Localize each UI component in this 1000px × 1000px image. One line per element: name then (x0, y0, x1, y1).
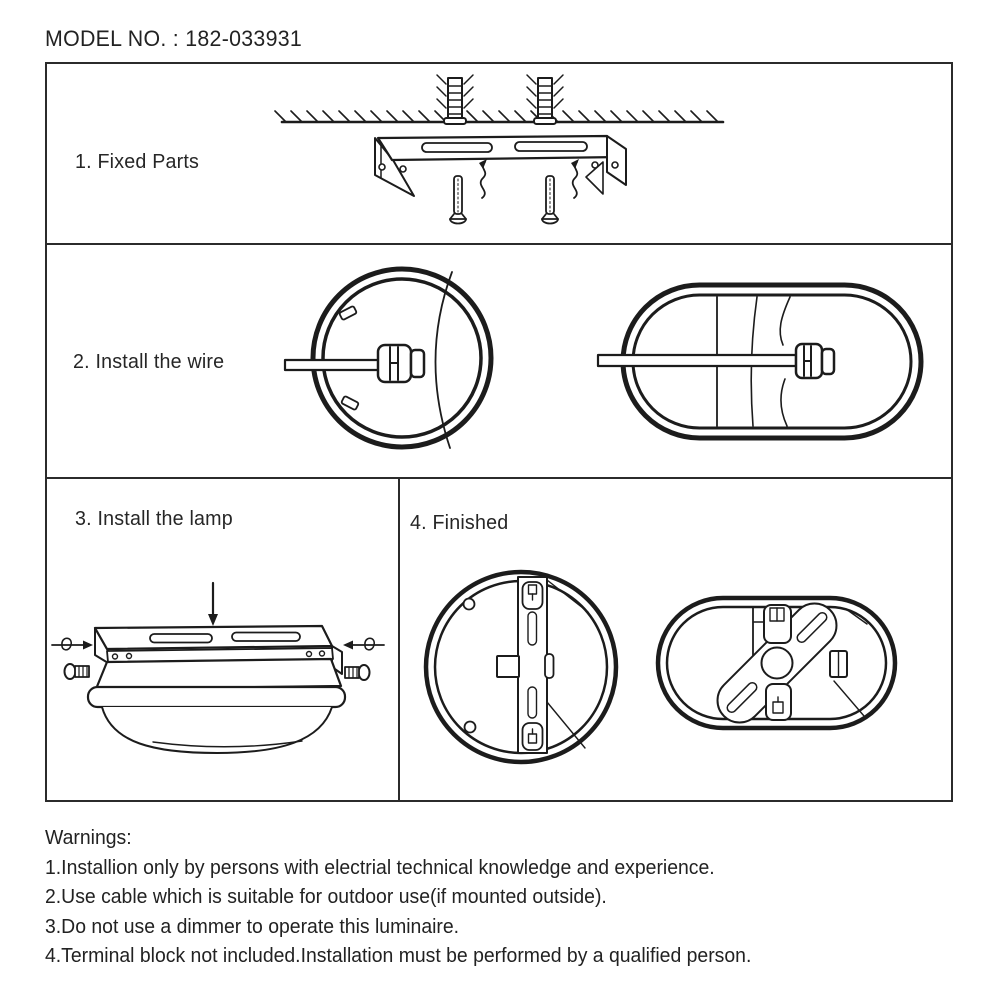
finished-oval-view (658, 594, 895, 731)
warning-item: 4.Terminal block not included.Installation must be performed by a qualified person. (45, 945, 752, 967)
warnings-heading: Warnings: (45, 827, 132, 849)
fixed-parts-illustration (260, 66, 740, 238)
turn-arrow-head (479, 159, 487, 169)
finished-round-view (426, 572, 616, 762)
step-4-label: 4. Finished (410, 511, 509, 534)
step-2-label: 2. Install the wire (73, 350, 225, 373)
cable-gland-icon (796, 344, 834, 378)
warnings-block (45, 824, 751, 972)
wall-anchor-icon (527, 75, 563, 124)
lamp-body (88, 648, 345, 753)
cable-gland-icon (378, 345, 424, 382)
step-1-label: 1. Fixed Parts (75, 150, 200, 173)
side-screw-icon (345, 665, 370, 680)
wire (285, 360, 379, 370)
install-wire-illustration (270, 255, 940, 465)
warning-item: 3.Do not use a dimmer to operate this luminaire. (45, 915, 460, 938)
screw-icon (450, 176, 466, 224)
model-number-label: MODEL NO. : 182-033931 (45, 26, 303, 51)
oval-base (598, 285, 921, 438)
ceiling-hatch (275, 111, 718, 122)
screw-icon (542, 176, 558, 224)
table-row-divider-2 (45, 477, 953, 479)
finished-illustration (410, 550, 950, 795)
round-base (285, 269, 491, 448)
step-3-label: 3. Install the lamp (75, 507, 233, 530)
table-row-divider-1 (45, 243, 953, 245)
mounting-bracket (375, 136, 626, 196)
side-screw-icon (65, 664, 90, 679)
wall-anchor-icon (437, 75, 473, 124)
table-column-divider (398, 477, 400, 802)
warning-item: 1.Installion only by persons with electrial technical knowledge and experience. (45, 856, 715, 879)
install-lamp-illustration (50, 575, 390, 760)
turn-arrow-head (571, 159, 579, 169)
warning-item: 2.Use cable which is suitable for outdoor use(if mounted outside). (45, 886, 607, 908)
wire (598, 355, 796, 366)
